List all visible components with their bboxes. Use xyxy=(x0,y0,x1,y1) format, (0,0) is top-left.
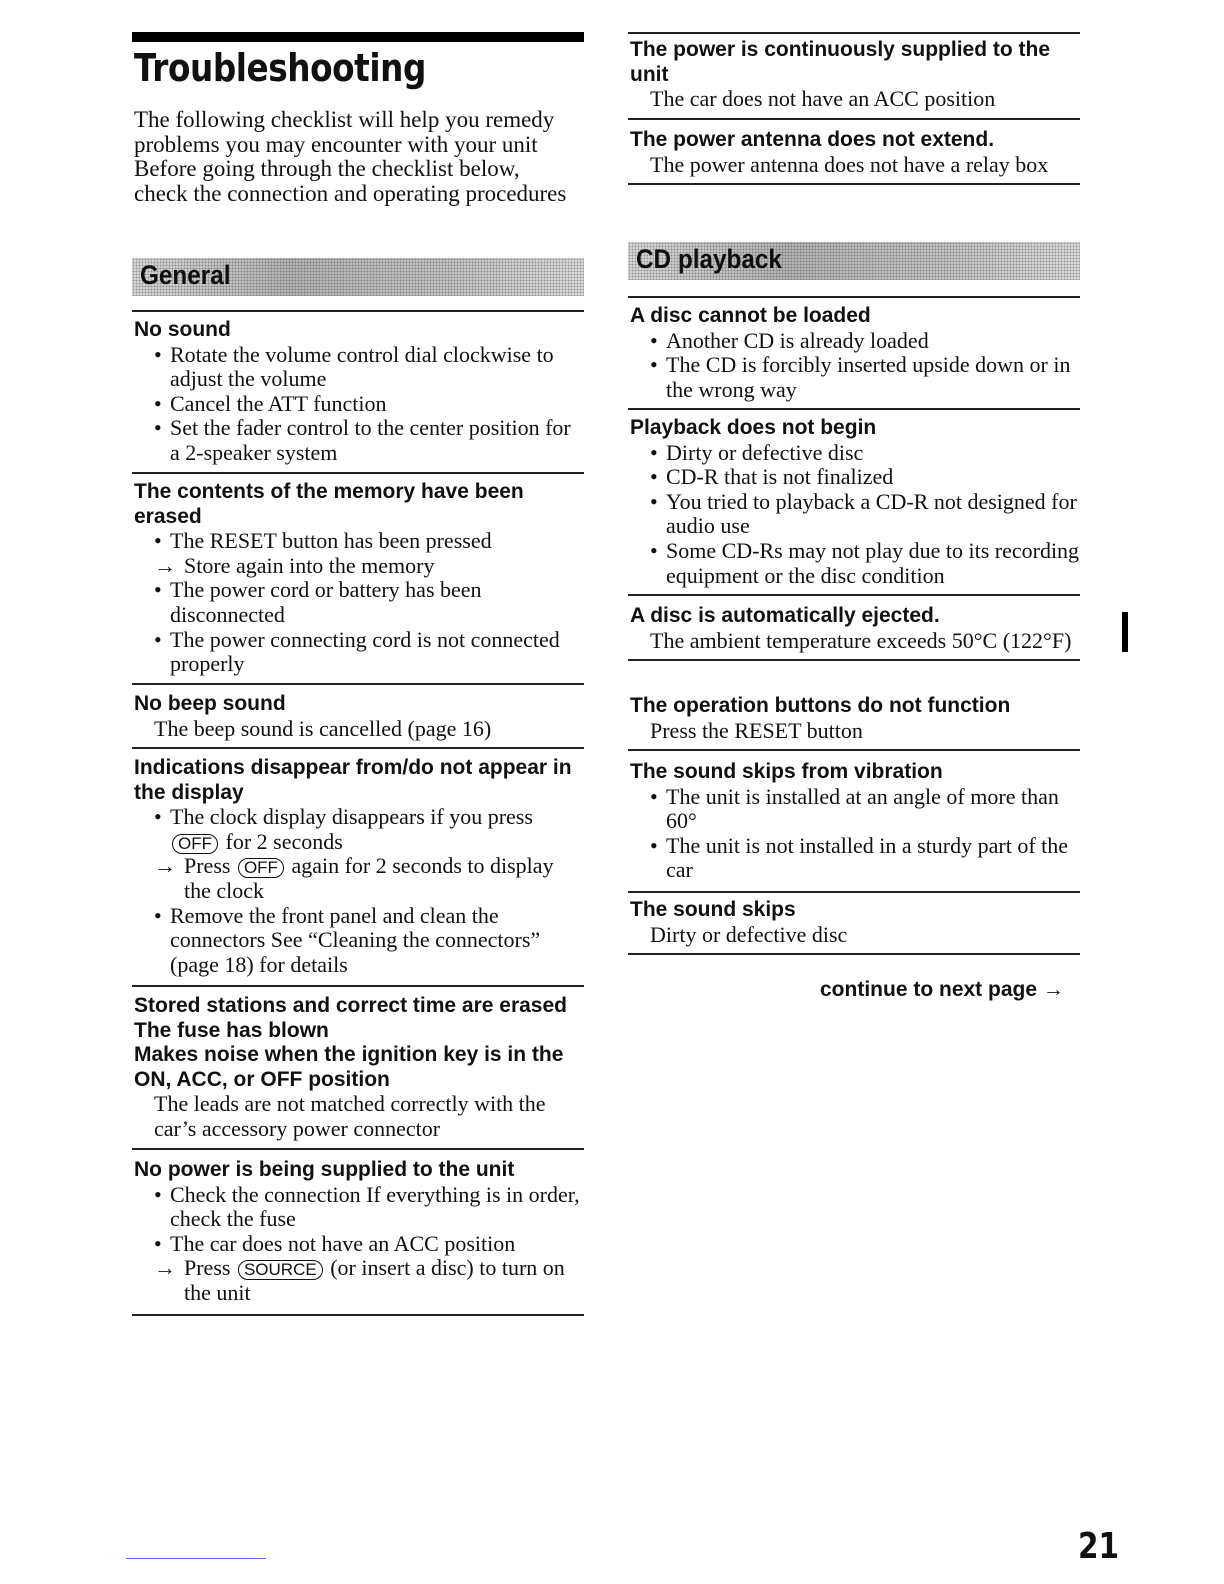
off-key: OFF xyxy=(238,858,284,878)
item-text: for 2 seconds xyxy=(225,828,343,854)
continuous-power-text: The car does not have an ACC position xyxy=(650,86,996,112)
cd-playback-banner-label: CD playback xyxy=(636,244,782,274)
source-key: SOURCE xyxy=(238,1260,323,1280)
list-item: • Check the connection If everything is in order, check the fuse xyxy=(154,1183,584,1232)
sub-item-text: Press xyxy=(184,1255,231,1281)
intro-paragraph: The following checklist will help you remedy problems you may encounter with your unit Before going through the checklist below, check the connection and operating procedures xyxy=(134,107,567,206)
memory-erased-heading: The contents of the memory have been erased xyxy=(134,480,524,528)
sub-item xyxy=(154,554,584,579)
off-key: OFF xyxy=(172,834,218,854)
ejected-text: The ambient temperature exceeds 50°C (122°F) xyxy=(650,627,1072,653)
sub-item-text: (or insert a disc) to turn on the unit xyxy=(184,1255,565,1305)
no-beep-text: The beep sound is cancelled (page 16) xyxy=(154,715,492,741)
ejected-section xyxy=(628,604,1080,661)
list-item: • The car does not have an ACC position xyxy=(154,1232,584,1257)
antenna-text: The power antenna does not have a relay box xyxy=(650,151,1049,177)
title-rule xyxy=(132,32,584,42)
no-power-section xyxy=(132,1158,584,1316)
antenna-heading: The power antenna does not extend. xyxy=(630,128,995,151)
list-item: • Another CD is already loaded xyxy=(650,329,1080,354)
fuse-blown-heading: The fuse has blown xyxy=(134,1018,329,1042)
list-item: • CD-R that is not finalized xyxy=(650,465,1080,490)
indications-heading: Indications disappear from/do not appear in the display xyxy=(134,756,572,804)
skips-section xyxy=(628,898,1080,955)
stored-stations-text: The leads are not matched correctly with the car’s accessory power connector xyxy=(154,1091,546,1141)
antenna-section xyxy=(628,128,1080,185)
arrow-icon: → xyxy=(154,1255,176,1281)
sub-item-text: Press xyxy=(184,853,231,879)
page-number: 21 xyxy=(1078,1526,1120,1567)
memory-erased-section xyxy=(132,480,584,685)
item-text: The clock display disappears if you press xyxy=(170,804,533,830)
list-item: • The unit is not installed in a sturdy part of the car xyxy=(650,834,1080,883)
margin-mark xyxy=(1122,612,1128,652)
vibration-heading: The sound skips from vibration xyxy=(630,760,943,783)
list-item: • Remove the front panel and clean the connectors See “Cleaning the connectors” (page 18) for details xyxy=(154,904,584,978)
sub-item xyxy=(154,854,584,903)
list-item xyxy=(154,805,584,854)
continuous-power-heading: The power is continuously supplied to the unit xyxy=(630,38,1051,86)
footer-rule xyxy=(126,1558,266,1559)
cannot-load-heading: A disc cannot be loaded xyxy=(630,304,871,327)
no-beep-section xyxy=(132,692,584,749)
list-item: • The CD is forcibly inserted upside down or in the wrong way xyxy=(650,353,1080,402)
list-item: • You tried to playback a CD-R not designed for audio use xyxy=(650,490,1080,539)
no-sound-heading: No sound xyxy=(134,318,231,341)
no-power-heading: No power is being supplied to the unit xyxy=(134,1158,515,1181)
list-item: • Rotate the volume control dial clockwise to adjust the volume xyxy=(154,343,584,392)
buttons-text: Press the RESET button xyxy=(650,717,863,743)
list-item: • Set the fader control to the center position for a 2-speaker system xyxy=(154,416,584,465)
list-item: • The unit is installed at an angle of more than 60° xyxy=(650,785,1080,834)
arrow-icon: → xyxy=(154,552,176,578)
sub-item-text: again for 2 seconds to display the clock xyxy=(184,853,554,903)
stored-stations-section xyxy=(132,994,584,1150)
list-item: • Cancel the ATT function xyxy=(154,392,584,417)
list-item: • The RESET button has been pressed xyxy=(154,529,584,554)
cannot-load-section xyxy=(628,296,1080,410)
skips-text: Dirty or defective disc xyxy=(650,921,848,947)
list-item: • The power connecting cord is not connected properly xyxy=(154,628,584,677)
list-item: • The power cord or battery has been disconnected xyxy=(154,578,584,627)
arrow-icon: → xyxy=(154,853,176,879)
list-item: • Dirty or defective disc xyxy=(650,441,1080,466)
general-banner-label: General xyxy=(140,260,231,290)
cd-playback-banner xyxy=(628,242,1080,280)
sub-item-text: Store again into the memory xyxy=(184,552,435,578)
playback-section xyxy=(628,416,1080,596)
ejected-heading: A disc is automatically ejected. xyxy=(630,604,940,627)
indications-section xyxy=(132,756,584,987)
no-sound-section xyxy=(132,310,584,474)
buttons-heading: The operation buttons do not function xyxy=(630,694,1011,717)
general-banner xyxy=(132,258,584,296)
continue-note: continue to next page → xyxy=(820,978,1064,1001)
vibration-section xyxy=(628,760,1080,893)
page-title: Troubleshooting xyxy=(134,46,426,90)
skips-heading: The sound skips xyxy=(630,898,796,921)
buttons-section xyxy=(628,694,1080,751)
stored-stations-heading: Stored stations and correct time are erased xyxy=(134,994,567,1017)
continuous-power-section xyxy=(628,32,1080,120)
ignition-noise-heading: Makes noise when the ignition key is in the ON, ACC, or OFF position xyxy=(134,1043,564,1091)
list-item: • Some CD-Rs may not play due to its recording equipment or the disc condition xyxy=(650,539,1080,588)
no-beep-heading: No beep sound xyxy=(134,692,286,715)
sub-item xyxy=(154,1256,584,1305)
playback-heading: Playback does not begin xyxy=(630,416,877,439)
